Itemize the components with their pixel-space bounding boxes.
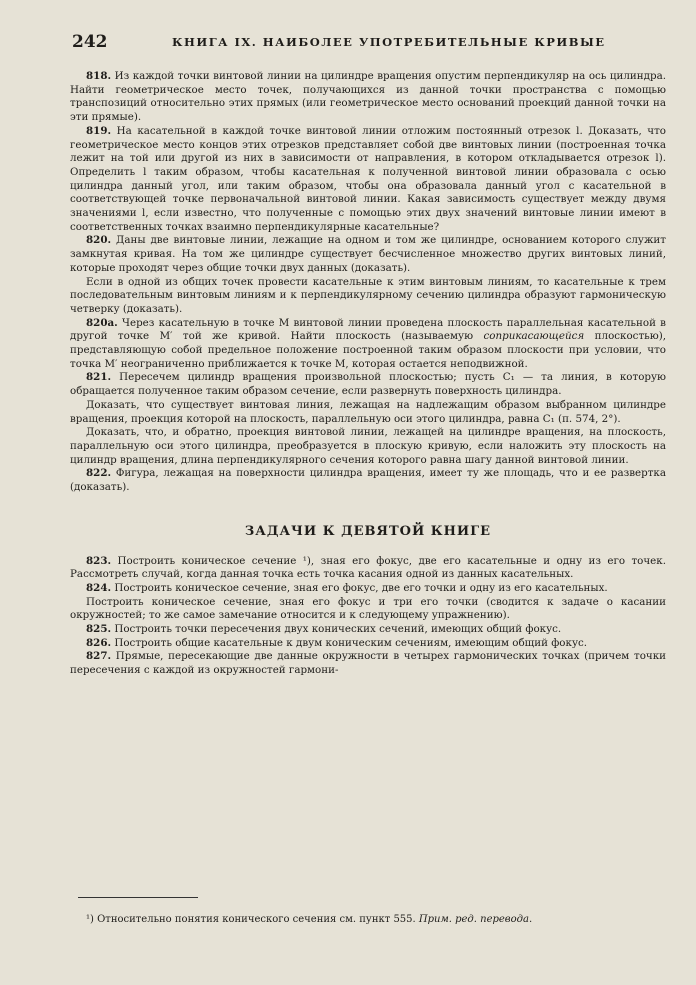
problem-825: 825. Построить точки пересечения двух конических сечений, имеющих общий фокус.	[86, 623, 562, 636]
problem-824: 824. Построить коническое сечение, зная его фокус, две его точки и одну из его касательных.	[86, 581, 608, 594]
paragraph-820: 820. Даны две винтовые линии, лежащие на одном и том же цилиндре, основанием которого служит замкнутая кривая. На том же цилиндре существует бесчисленное множество других винтовых линий, которые проходят через общие точки двух данных (доказать).	[70, 234, 666, 274]
paragraph-822: 822. Фигура, лежащая на поверхности цилиндра вращения, имеет ту же площадь, что и ее развертка (доказать).	[70, 467, 666, 494]
problem-826: 826. Построить общие касательные к двум коническим сечениям, имеющим общий фокус.	[86, 636, 588, 649]
footnote-divider	[78, 897, 198, 898]
page-number: 242	[72, 32, 108, 52]
italic-term: соприкасающейся	[483, 330, 585, 343]
paragraph-820a: 820a. Через касательную в точке M винтовой линии проведена плоскость параллельная касательной в другой точке M′ той же кривой. Найти плоскость (называемую соприкасающейся плоскостью), представляющую собой предельное положение построенной таким образом плоскости при условии, что точка M′ неограниченно приближается к точке M, которая остается неподвижной.	[70, 316, 667, 370]
page-header	[72, 32, 672, 54]
problem-827: 827. Прямые, пересекающие две данные окружности в четырех гармонических точках (причем точки пересечения с каждой из окружностей гармони-	[70, 650, 667, 677]
footnote: ¹) Относительно понятия конического сечения см. пункт 555. Прим. ред. перевода.	[86, 914, 533, 925]
page-body	[70, 70, 666, 678]
problem-824-cont: Построить коническое сечение, зная его фокус и три его точки (сводится к задаче о касании окружностей; то же самое замечание относится и к следующему упражнению).	[70, 595, 666, 622]
problem-823: 823. Построить коническое сечение ¹), зная его фокус, две его касательные и одну из его точек. Рассмотреть случай, когда данная точка есть точка касания одной из данных касательных.	[70, 554, 666, 581]
paragraph-821-cont1: Доказать, что существует винтовая линия, лежащая на надлежащим образом выбранном цилиндре вращения, проекция которой на плоскость, параллельную оси этого цилиндра, равна C₁ (п. 574, 2°).	[70, 398, 666, 425]
running-title: КНИГА IX. НАИБОЛЕЕ УПОТРЕБИТЕЛЬНЫЕ КРИВЫЕ	[172, 35, 606, 49]
paragraph-821: 821. Пересечем цилиндр вращения произвольной плоскостью; пусть C₁ — та линия, в которую обращается полученное таким образом сечение, если развернуть поверхность цилиндра.	[70, 371, 667, 398]
section-title: ЗАДАЧИ К ДЕВЯТОЙ КНИГЕ	[244, 523, 492, 539]
footnote-editor-note: Прим. ред. перевода.	[418, 914, 533, 925]
paragraph-821-cont2: Доказать, что, и обратно, проекция винтовой линии, лежащей на цилиндре вращения, на плоскость, параллельную оси этого цилиндра, преобразуется в плоскую кривую, если наложить эту плоскость на цилиндр вращения, длина перпендикулярного сечения которого равна шагу данной винтовой линии.	[70, 426, 666, 466]
paragraph-818: 818. Из каждой точки винтовой линии на цилиндре вращения опустим перпендикуляр на ось цилиндра. Найти геометрическое место точек, получающихся из данной точки пространства с помощью транспозиций относительно этих прямых (или геометрическое место оснований проекций данной точки на эти прямые).	[70, 70, 666, 124]
paragraph-820-cont: Если в одной из общих точек провести касательные к этим винтовым линиям, то касательные к трем последовательным винтовым линиям и к перпендикулярному сечению цилиндра образуют гармоническую четверку (доказать).	[70, 275, 666, 315]
paragraph-819: 819. На касательной в каждой точке винтовой линии отложим постоянный отрезок l. Доказать, что геометрическое место концов этих отрезков представляет собой две винтовых линии (построенная точка лежит на той или другой из них в зависимости от направления, в котором откладывается отрезок l). Определить l таким образом, чтобы касательная к полученной винтовой линии образовала с осью цилиндра данный угол, или таким образом, чтобы она образовала данный угол с касательной в соответствующей точке первоначальной винтовой линии. Какая зависимость существует между двумя значениями l, если известно, что полученные с помощью этих двух значений винтовые линии имеют в соответственных точках взаимно перпендикулярные касательные?	[70, 124, 666, 233]
